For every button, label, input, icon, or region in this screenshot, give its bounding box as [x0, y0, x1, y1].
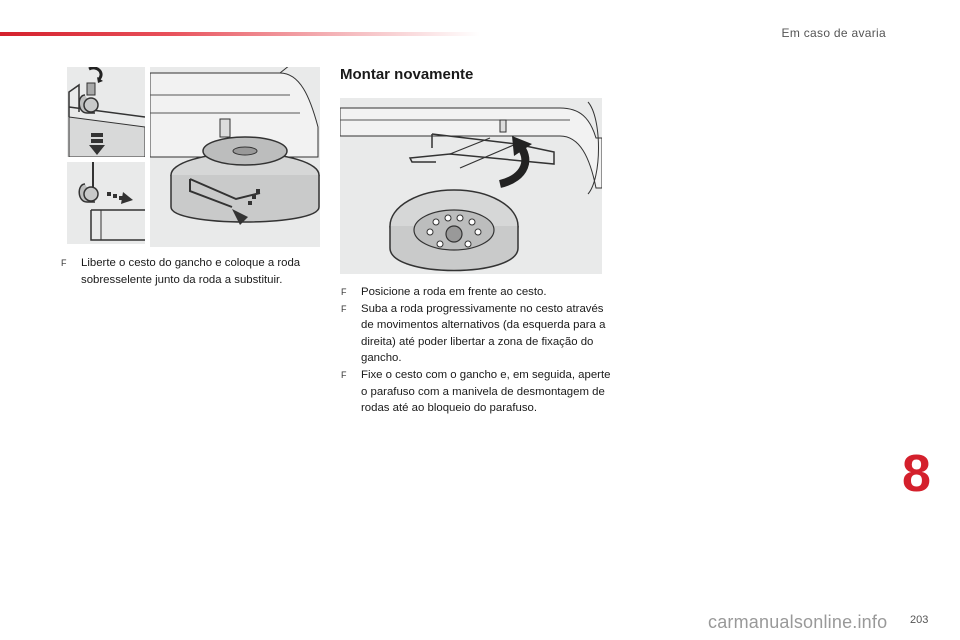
bullet-icon: F: [341, 369, 347, 380]
bullet-icon: F: [61, 258, 67, 268]
page-number: 203: [910, 614, 929, 626]
hook-detail-bottom-svg: [67, 162, 145, 244]
header-accent-bar: [0, 32, 480, 36]
spare-wheel-lowered-illustration: [150, 67, 320, 247]
list-item: [341, 301, 611, 367]
remove-steps-list: [61, 255, 331, 288]
section-heading: Montar novamente: [340, 66, 474, 83]
chapter-number: 8: [902, 445, 931, 503]
step-text: Liberte o cesto do gancho e coloque a roda sobresselente junto da roda a substituir.: [81, 257, 301, 286]
watermark: carmanualsonline.info: [708, 612, 888, 632]
list-item: [61, 255, 331, 288]
hook-detail-illustration-top: [67, 67, 145, 157]
bullet-icon: F: [341, 287, 347, 297]
spare-wheel-refit-svg: [340, 98, 602, 274]
spare-wheel-lowered-svg: [150, 67, 320, 247]
refit-steps-list: [341, 284, 611, 417]
step-text: Posicione a roda em frente ao cesto.: [361, 286, 547, 298]
step-text: Fixe o cesto com o gancho e, em seguida, aperte o parafuso com a manivela de desmontagem de rodas até ao bloqueio do parafuso.: [361, 368, 611, 415]
bullet-icon: F: [341, 303, 347, 314]
hook-detail-illustration-bottom: [67, 162, 145, 244]
list-item: [341, 367, 611, 417]
step-text: Suba a roda progressivamente no cesto através de movimentos alternativos (da esquerda para a direita) até poder libertar a zona de fixação do gancho.: [361, 302, 606, 365]
chapter-title: Em caso de avaria: [781, 26, 886, 40]
list-item: [341, 284, 611, 301]
hook-detail-top-svg: [67, 67, 145, 157]
spare-wheel-refit-illustration: [340, 98, 602, 274]
